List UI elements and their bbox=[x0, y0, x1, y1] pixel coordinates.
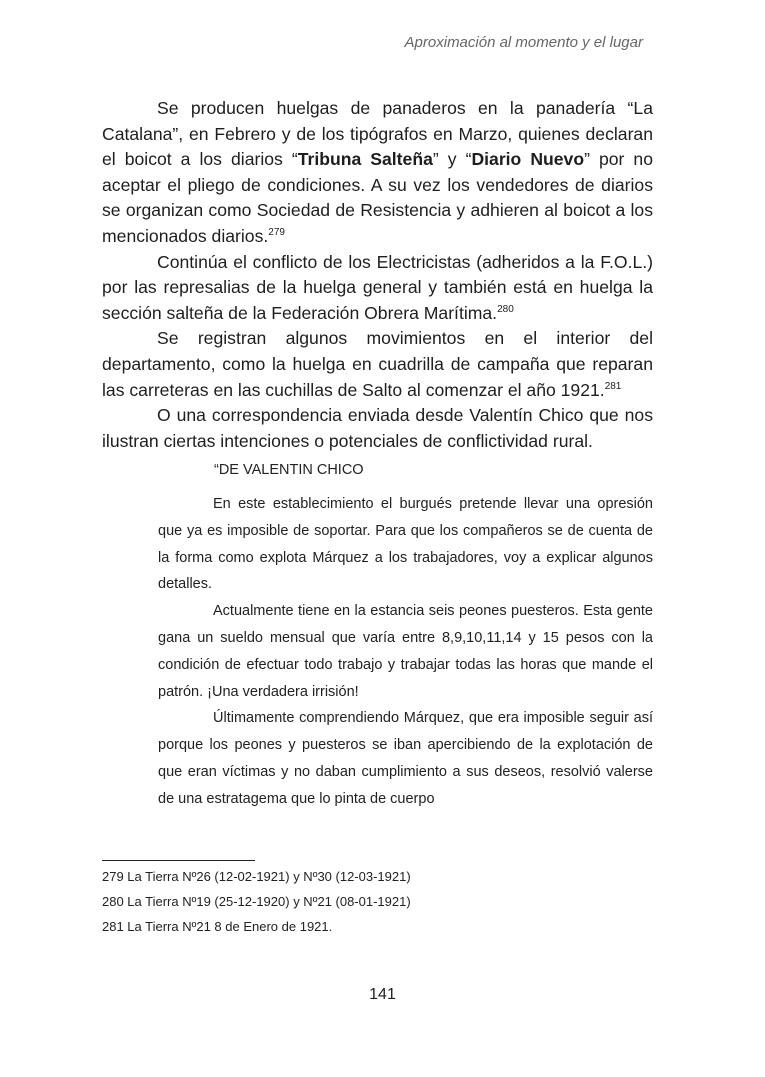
block-quote bbox=[158, 491, 653, 813]
footnote-ref-279: 279 bbox=[268, 226, 285, 238]
newspaper-name-tribuna-saltena: Tribuna Salteña bbox=[297, 149, 433, 170]
paragraph-1 bbox=[102, 96, 653, 250]
footnote-280: 280 La Tierra Nº19 (25-12-1920) y Nº21 (08-01-1921) bbox=[102, 894, 411, 909]
footnotes bbox=[102, 864, 411, 939]
quote-paragraph: Últimamente comprendiendo Márquez, que era imposible seguir así porque los peones y puesteros se iban apercibiendo de la explotación de que eran víctimas y no daban cumplimiento a sus deseos, resolvió valerse de una estratagema que lo pinta de cuerpo bbox=[158, 710, 653, 807]
paragraph-4-text: O una correspondencia enviada desde Valentín Chico que nos ilustran ciertas intenciones o potenciales de conflictividad rural. bbox=[102, 405, 653, 451]
footnote-279: 279 La Tierra Nº26 (12-02-1921) y Nº30 (12-03-1921) bbox=[102, 869, 411, 884]
paragraph-2-text: Continúa el conflicto de los Electricistas (adheridos a la F.O.L.) por las represalias de la huelga general y también está en huelga la sección salteña de la Federación Obrera Marítima. bbox=[102, 251, 653, 323]
running-head: Aproximación al momento y el lugar bbox=[404, 34, 643, 51]
page-number: 141 bbox=[369, 986, 396, 1003]
paragraph-1-text-a: Se producen huelgas de panaderos en la panadería “La Catalana”, en Febrero y de los tipógrafos en Marzo, quienes declaran el boicot a los diarios “ bbox=[102, 98, 653, 170]
footnote-ref-281: 281 bbox=[604, 380, 622, 392]
footnote-281: 281 La Tierra Nº21 8 de Enero de 1921. bbox=[102, 919, 333, 934]
paragraph-1-text-c: ” y “ bbox=[432, 149, 472, 170]
paragraph-1-text-e: ” por no aceptar el pliego de condiciones. A su vez los vendedores de diarios se organizan como Sociedad de Resistencia y adhieren al boicot a los mencionados diarios. bbox=[102, 149, 653, 246]
newspaper-name-diario-nuevo: Diario Nuevo bbox=[471, 149, 585, 170]
paragraph-3-text: Se registran algunos movimientos en el interior del departamento, como la huelga en cuadrilla de campaña que reparan las carreteras en las cuchillas de Salto al comenzar el año 1921. bbox=[102, 328, 653, 400]
quote-paragraph: Actualmente tiene en la estancia seis peones puesteros. Esta gente gana un sueldo mensual que varía entre 8,9,10,11,14 y 15 pesos con la condición de efectuar todo trabajo y trabajar todas las horas que mande el patrón. ¡Una verdadera irrisión! bbox=[158, 603, 653, 700]
paragraph-4 bbox=[102, 403, 653, 454]
paragraph-3 bbox=[102, 326, 653, 403]
quote-heading: “DE VALENTIN CHICO bbox=[214, 462, 364, 478]
body-text bbox=[102, 96, 653, 454]
paragraph-2 bbox=[102, 250, 653, 327]
quote-paragraph: En este establecimiento el burgués pretende llevar una opresión que ya es imposible de soportar. Para que los compañeros se de cuenta de la forma como explota Márquez a los trabajadores, voy a explicar algunos detalles. bbox=[158, 496, 653, 593]
footnote-ref-280: 280 bbox=[497, 303, 514, 315]
footnote-separator bbox=[102, 860, 255, 861]
